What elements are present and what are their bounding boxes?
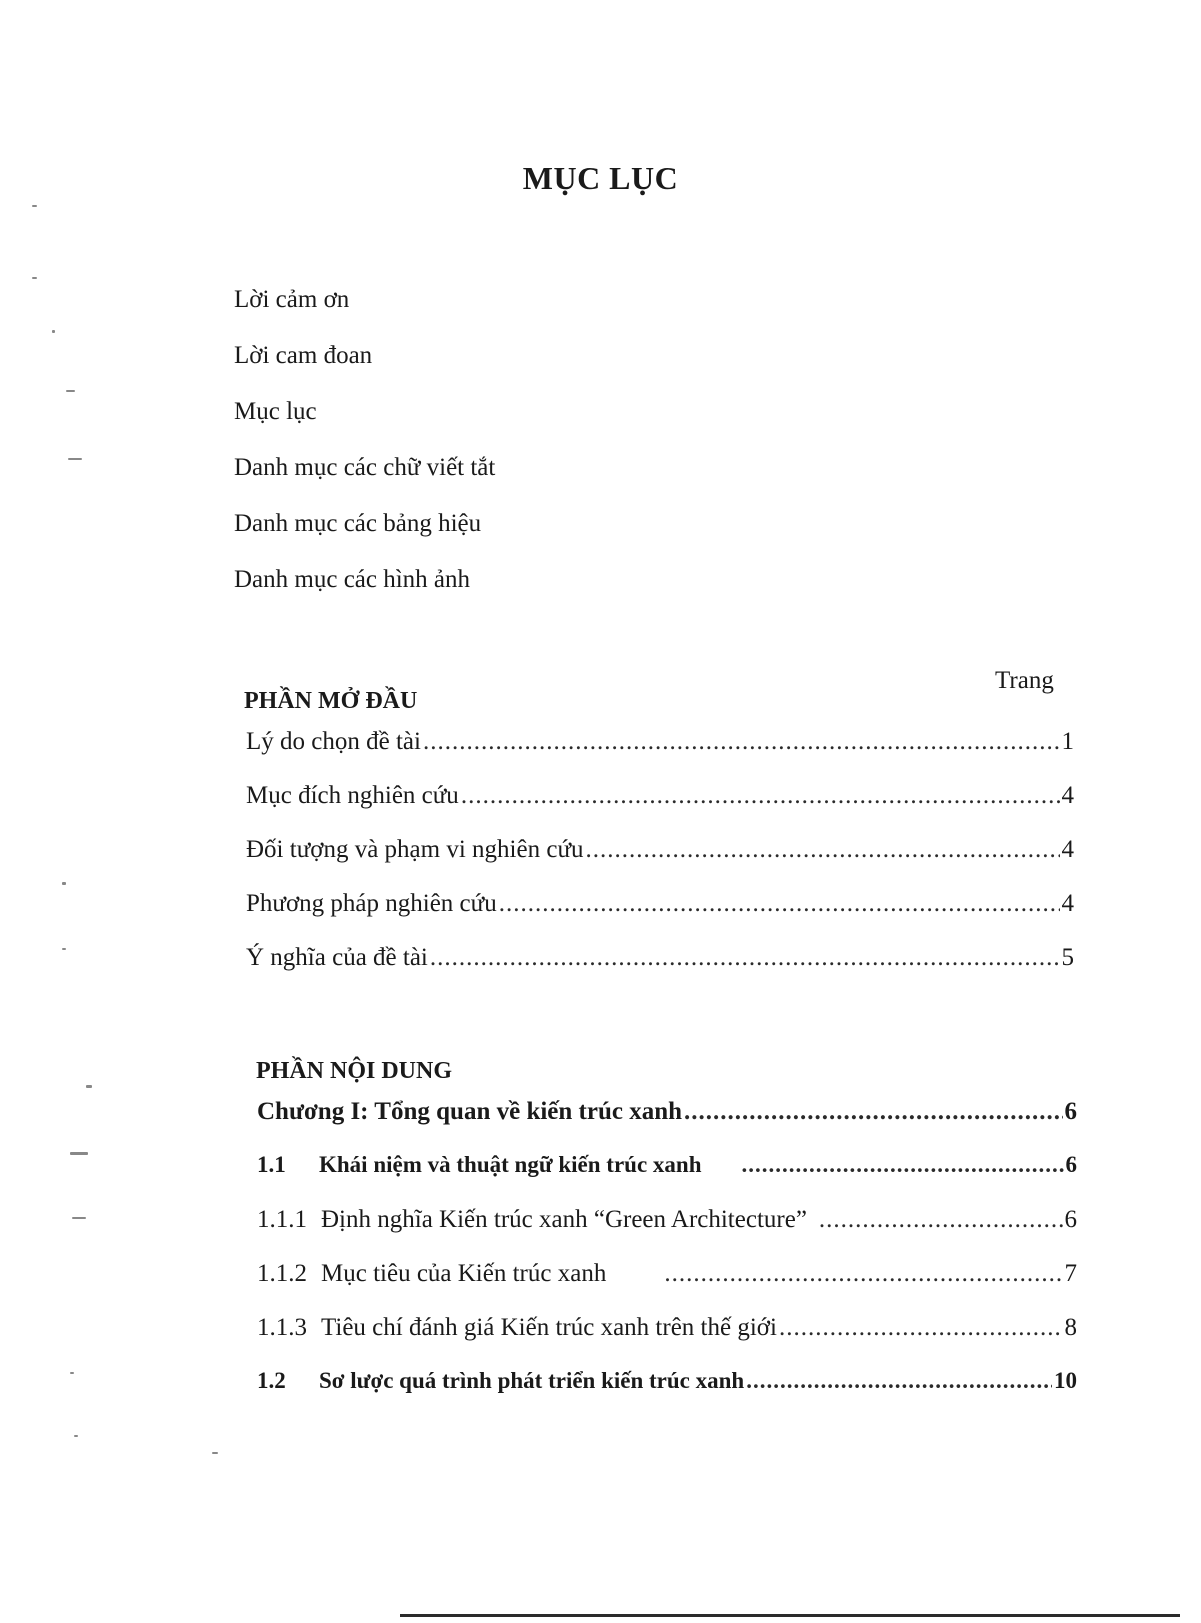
scan-speck — [62, 882, 66, 885]
toc-entry-page: 10 — [1054, 1368, 1077, 1393]
toc-entry-label: Phương pháp nghiên cứu — [246, 890, 497, 917]
intro-toc — [246, 728, 1074, 998]
toc-section — [257, 1368, 1077, 1422]
toc-entry-page: 7 — [1064, 1260, 1077, 1287]
scan-speck — [74, 1435, 78, 1437]
dot-leader — [746, 1368, 1052, 1394]
part-content-heading: PHẦN NỘI DUNG — [256, 1058, 452, 1084]
toc-entry-page: 8 — [1064, 1314, 1077, 1341]
scan-speck — [70, 1372, 74, 1374]
scan-speck — [68, 458, 82, 460]
toc-entry-label: Mục đích nghiên cứu — [246, 782, 459, 809]
toc-entry-page: 6 — [1065, 1152, 1077, 1177]
toc-entry-page: 4 — [1061, 782, 1074, 809]
dot-leader — [684, 1098, 1062, 1126]
dot-leader — [423, 728, 1060, 756]
scan-speck — [212, 1452, 218, 1454]
scan-speck — [72, 1217, 86, 1219]
toc-section-number: 1.1.3 — [257, 1314, 307, 1341]
toc-entry-page: 1 — [1061, 728, 1074, 755]
toc-section — [257, 1152, 1077, 1206]
toc-entry-label: Khái niệm và thuật ngữ kiến trúc xanh — [319, 1152, 702, 1177]
content-toc — [257, 1098, 1077, 1422]
toc-subsection — [257, 1206, 1077, 1260]
part-intro-heading: PHẦN MỞ ĐẦU — [244, 688, 418, 714]
toc-entry-page: 4 — [1061, 890, 1074, 917]
toc-entry-label: Chương I: Tổng quan về kiến trúc xanh — [257, 1098, 683, 1125]
toc-section-number: 1.1.2 — [257, 1260, 307, 1287]
front-matter-item: Danh mục các bảng hiệu — [234, 510, 482, 537]
toc-chapter — [257, 1098, 1077, 1152]
front-matter-item: Lời cam đoan — [234, 342, 373, 369]
front-matter-list — [234, 285, 495, 621]
toc-entry-label: Tiêu chí đánh giá Kiến trúc xanh trên thế giới — [321, 1314, 777, 1341]
scan-speck — [66, 390, 75, 392]
dot-leader — [664, 1260, 1062, 1288]
toc-entry-label: Mục tiêu của Kiến trúc xanh — [321, 1260, 607, 1287]
toc-entry-label: Đối tượng và phạm vi nghiên cứu — [246, 836, 584, 863]
dot-leader — [586, 836, 1060, 864]
bottom-rule — [400, 1614, 1180, 1617]
toc-entry-page: 6 — [1064, 1098, 1077, 1125]
dot-leader — [779, 1314, 1063, 1342]
toc-entry-label: Ý nghĩa của đề tài — [246, 944, 428, 971]
toc-entry-page: 4 — [1061, 836, 1074, 863]
dot-leader — [819, 1206, 1063, 1234]
dot-leader — [430, 944, 1060, 972]
toc-entry-label: Lý do chọn đề tài — [246, 728, 421, 755]
front-matter-item: Mục lục — [234, 398, 317, 425]
toc-entry-label: Sơ lược quá trình phát triển kiến trúc xanh — [319, 1368, 745, 1393]
scan-speck — [62, 948, 66, 950]
toc-section-number: 1.1.1 — [257, 1206, 307, 1233]
scan-speck — [32, 277, 37, 279]
dot-leader — [461, 782, 1060, 810]
toc-entry-label: Định nghĩa Kiến trúc xanh “Green Architecture” — [321, 1206, 807, 1233]
scan-speck — [86, 1085, 92, 1088]
front-matter-item: Lời cảm ơn — [234, 286, 350, 313]
front-matter-item: Danh mục các hình ảnh — [234, 566, 471, 593]
toc-entry — [246, 728, 1074, 782]
toc-entry — [246, 782, 1074, 836]
front-matter-item: Danh mục các chữ viết tắt — [234, 454, 496, 481]
toc-subsection — [257, 1260, 1077, 1314]
scan-speck — [32, 205, 37, 207]
page-column-label: Trang — [995, 667, 1054, 694]
toc-entry — [246, 890, 1074, 944]
dot-leader — [499, 890, 1060, 918]
page-title: MỤC LỤC — [522, 160, 679, 196]
scan-speck — [52, 330, 55, 333]
dot-leader — [742, 1152, 1064, 1178]
toc-entry — [246, 836, 1074, 890]
toc-section-number: 1.2 — [257, 1368, 286, 1393]
toc-section-number: 1.1 — [257, 1152, 286, 1177]
scan-speck — [70, 1152, 88, 1155]
toc-subsection — [257, 1314, 1077, 1368]
toc-entry — [246, 944, 1074, 998]
toc-entry-page: 6 — [1064, 1206, 1077, 1233]
toc-entry-page: 5 — [1061, 944, 1074, 971]
